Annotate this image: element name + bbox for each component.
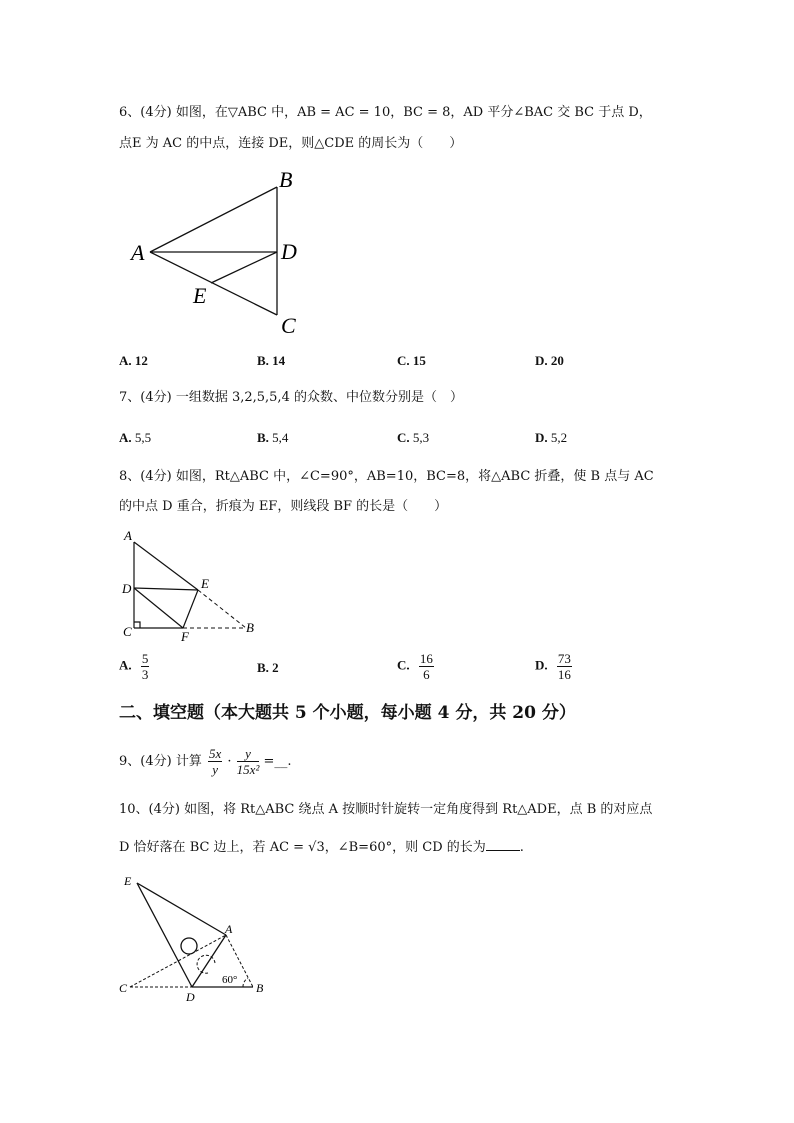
q8-segment-ae <box>134 542 198 590</box>
q10-stem-line1: 10、(4分) 如图，将 Rt△ABC 绕点 A 按顺时针旋转一定角度得到 Rt△ADE，点 B 的对应点 <box>119 802 653 817</box>
q8-segment-ef <box>183 590 198 628</box>
q10-label-a: A <box>225 922 233 936</box>
q8-label-a: A <box>124 528 132 543</box>
q6-stem-line1: 6、(4分) 如图，在▽ABC 中，AB = AC = 10，BC = 8，AD 平分∠BAC 交 BC 于点 D， <box>119 105 652 120</box>
q6-segment-de <box>211 252 277 283</box>
q8-segment-de <box>134 588 198 590</box>
q10-segment-ad <box>192 935 226 987</box>
q6-option-a: A. 12 <box>119 353 148 368</box>
q10-label-c: C <box>119 981 128 995</box>
q10-label-b: B <box>256 981 264 995</box>
q6-option-d: D. 20 <box>535 353 564 368</box>
q8-label-c: C <box>123 624 132 639</box>
q8-option-d: D. $\frac{73}{16}$ <box>535 651 571 682</box>
q10-angle-arc-a <box>197 955 215 973</box>
q8-right-angle-mark <box>134 622 140 628</box>
q6-label-e: E <box>193 283 207 308</box>
q8-option-d-fraction: $\frac{73}{16}$ <box>557 651 571 682</box>
q8-option-c: C. $\frac{16}{6}$ <box>397 651 433 682</box>
q8-dashed-eb <box>198 590 246 628</box>
q10-figure <box>115 868 275 1008</box>
q8-option-a-fraction: $\frac{5}{3}$ <box>141 651 149 682</box>
q10-stem-line2: D 恰好落在 BC 边上，若 AC = √3，∠B=60°，则 CD 的长为 . <box>119 840 524 855</box>
q7-option-d: D. 5,2 <box>535 430 568 445</box>
q6-label-a: A <box>131 240 145 265</box>
q8-option-a: A. $\frac{5}{3}$ <box>119 651 149 682</box>
q6-option-c: C. 15 <box>397 353 426 368</box>
q6-label-b: B <box>279 167 293 192</box>
q8-segment-df <box>134 588 183 628</box>
q6-label-d: D <box>281 239 297 264</box>
q8-stem-line1: 8、(4分) 如图，Rt△ABC 中，∠C=90°，AB=10，BC=8，将△ABC 折叠，使 B 点与 AC <box>119 469 654 484</box>
section-heading: 二、填空题（本大题共 5 个小题，每小题 4 分，共 20 分） <box>119 703 576 723</box>
q8-label-f: F <box>181 629 189 644</box>
q8-option-c-fraction: $\frac{16}{6}$ <box>419 651 433 682</box>
q10-circle-mark <box>181 938 197 954</box>
q8-label-e: E <box>201 576 209 591</box>
q7-option-b: B. 5,4 <box>257 430 289 445</box>
q9-fraction-2: $\frac{y}{\text{15x²}}$ <box>236 746 260 777</box>
q10-label-angle: 60° <box>222 974 238 986</box>
q7-option-a: A. 5,5 <box>119 430 152 445</box>
q8-option-b: B. 2 <box>257 660 279 675</box>
q8-figure <box>118 525 268 645</box>
q6-segment-ab <box>150 187 277 252</box>
q7-stem: 7、(4分) 一组数据 3,2,5,5,4 的众数、中位数分别是（ ） <box>119 390 463 405</box>
q8-label-d: D <box>122 581 132 596</box>
q8-stem-line2: 的中点 D 重合，折痕为 EF，则线段 BF 的长是（ ） <box>119 499 448 514</box>
q6-figure <box>125 165 315 340</box>
q10-angle-arc-b <box>243 978 248 987</box>
q6-option-b: B. 14 <box>257 353 286 368</box>
q7-option-c: C. 5,3 <box>397 430 430 445</box>
q10-label-d: D <box>186 990 195 1004</box>
q6-stem-line2: 点E 为 AC 的中点，连接 DE，则△CDE 的周长为（ ） <box>119 136 463 151</box>
q8-label-b: B <box>246 620 254 635</box>
q9-stem: 9、(4分) 计算 $\frac{5x}{y}$ · $\frac{y}{\text{15x²}}$ =__. <box>119 746 292 777</box>
q6-label-c: C <box>281 313 296 338</box>
q10-label-e: E <box>124 874 132 888</box>
q9-fraction-1: $\frac{5x}{y}$ <box>208 746 222 777</box>
q10-answer-blank <box>486 838 520 851</box>
